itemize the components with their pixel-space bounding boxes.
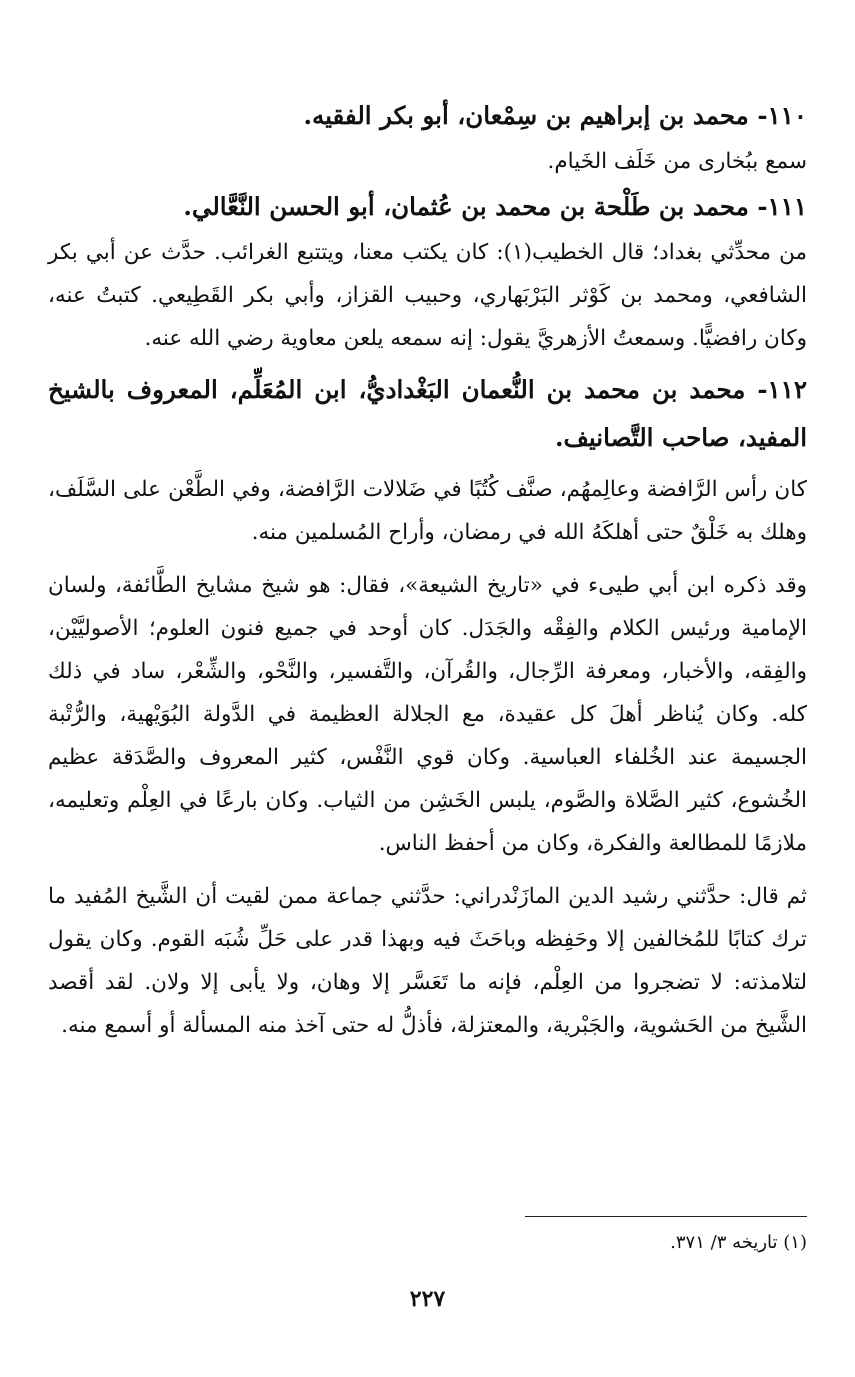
entry-text-112-p2: وقد ذكره ابن أبي طيىء في «تاريخ الشيعة»، فقال: هو شيخ مشايخ الطَّائفة، ولسان الإمامية ورئيس الكلام والفِقْه والجَدَل. كان أوحد في جميع فنون العلوم؛ الأصوليَّيْن، والفِقه، والأخبار، ومعرفة الرِّجال، والقُرآن، والتَّفسير، والنَّحْو، والشِّعْر، ساد في ذلك كله. وكان يُناظر أهلَ كل عقيدة، مع الجلالة العظيمة في الدَّولة البُوَيْهية، والرُّتْبة الجسيمة عند الخُلفاء العباسية. وكان قوي النَّفْس، كثير المعروف والصَّدَقة عظيم الخُشوع، كثير الصَّلاة والصَّوم، يلبس الخَشِن من الثياب. وكان بارعًا في العِلْم وتعليمه، ملازمًا للمطالعة والفكرة، وكان من أحفظ الناس. [48, 573, 807, 856]
page-number: ٢٢٧ [409, 1286, 446, 1312]
entry-heading-111: ١١١- محمد بن طَلْحة بن محمد بن عُثمان، أبو الحسن النَّعَّالي. [183, 192, 807, 221]
entry-text-110: سمع ببُخارى من خَلَف الخَيام. [547, 149, 807, 174]
entry-heading-112: ١١٢- محمد بن محمد بن النُّعمان البَغْداديُّ، ابن المُعَلِّم، المعروف بالشيخ المفيد، صاحب التَّصانيف. [48, 375, 807, 452]
entry-text-111: من محدِّثي بغداد؛ قال الخطيب(١): كان يكتب معنا، ويتتبع الغرائب. حدَّث عن أبي بكر الشافعي، ومحمد بن كَوْثر البَرْبَهاري، وحبيب القزاز، وأبي بكر القَطِيعي. كتبتُ عنه، وكان رافضيًّا. وسمعتُ الأزهريَّ يقول: إنه سمعه يلعن معاوية رضي الله عنه. [48, 240, 807, 351]
entry-heading-110: ١١٠- محمد بن إبراهيم بن سِمْعان، أبو بكر الفقيه. [303, 101, 807, 130]
entry-text-112-p1: كان رأس الرَّافضة وعالِمهُم، صنَّف كُتُبًا في ضَلالات الرَّافضة، وفي الطَّعْن على السَّلَف، وهلك به خَلْقٌ حتى أهلكَهُ الله في رمضان، وأراح المُسلمين منه. [48, 477, 807, 545]
entry-text-112-p3: ثم قال: حدَّثني رشيد الدين المازَنْدراني: حدَّثني جماعة ممن لقيت أن الشَّيخ المُفيد ما ترك كتابًا للمُخالفين إلا وحَفِظه وباحَثَ فيه وبهذا قدر على حَلِّ شُبَه القوم. وكان يقول لتلامذته: لا تضجروا من العِلْم، فإنه ما تَعَسَّر إلا وهان، ولا يأبى إلا ولان. لقد أقصد الشَّيخ من الحَشوية، والجَبْرية، والمعتزلة، فأذلُّ له حتى آخذ منه المسألة أو أسمع منه. [48, 884, 807, 1038]
footnote: (١) تاريخه ٣/ ٣٧١. [670, 1232, 807, 1253]
main-text [48, 92, 807, 1047]
footnote-divider [525, 1216, 807, 1217]
